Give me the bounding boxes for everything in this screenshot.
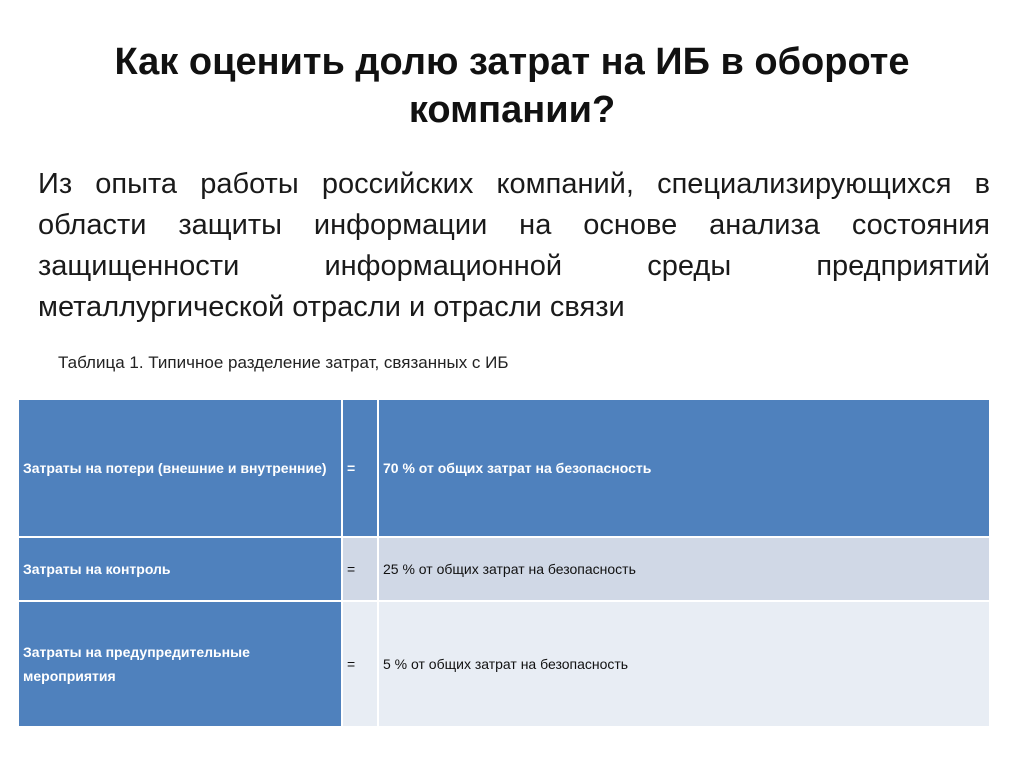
body-line: защищенности информационной среды предприятий [38,250,990,282]
cost-share-cell: 5 % от общих затрат на безопасность [378,601,990,727]
equals-sign-cell: = [342,601,378,727]
table-row [18,601,990,727]
body-line: области защиты информации на основе анализа состояния [38,209,990,241]
table-row [18,399,990,537]
body-paragraph [38,164,990,328]
cost-category-cell: Затраты на предупредительные мероприятия [18,601,342,727]
body-line: металлургической отрасли и отрасли связи [38,291,625,323]
cost-category-cell: Затраты на потери (внешние и внутренние) [18,399,342,537]
equals-sign-cell: = [342,537,378,601]
slide-title: Как оценить долю затрат на ИБ в обороте компании? [114,41,910,131]
table-caption: Таблица 1. Типичное разделение затрат, связанных с ИБ [58,353,509,372]
cost-table [17,398,991,728]
cost-share-cell: 25 % от общих затрат на безопасность [378,537,990,601]
body-line: Из опыта работы российских компаний, специализирующихся в [38,168,990,200]
equals-sign-cell: = [342,399,378,537]
cost-share-cell: 70 % от общих затрат на безопасность [378,399,990,537]
table-row [18,537,990,601]
cost-category-cell: Затраты на контроль [18,537,342,601]
